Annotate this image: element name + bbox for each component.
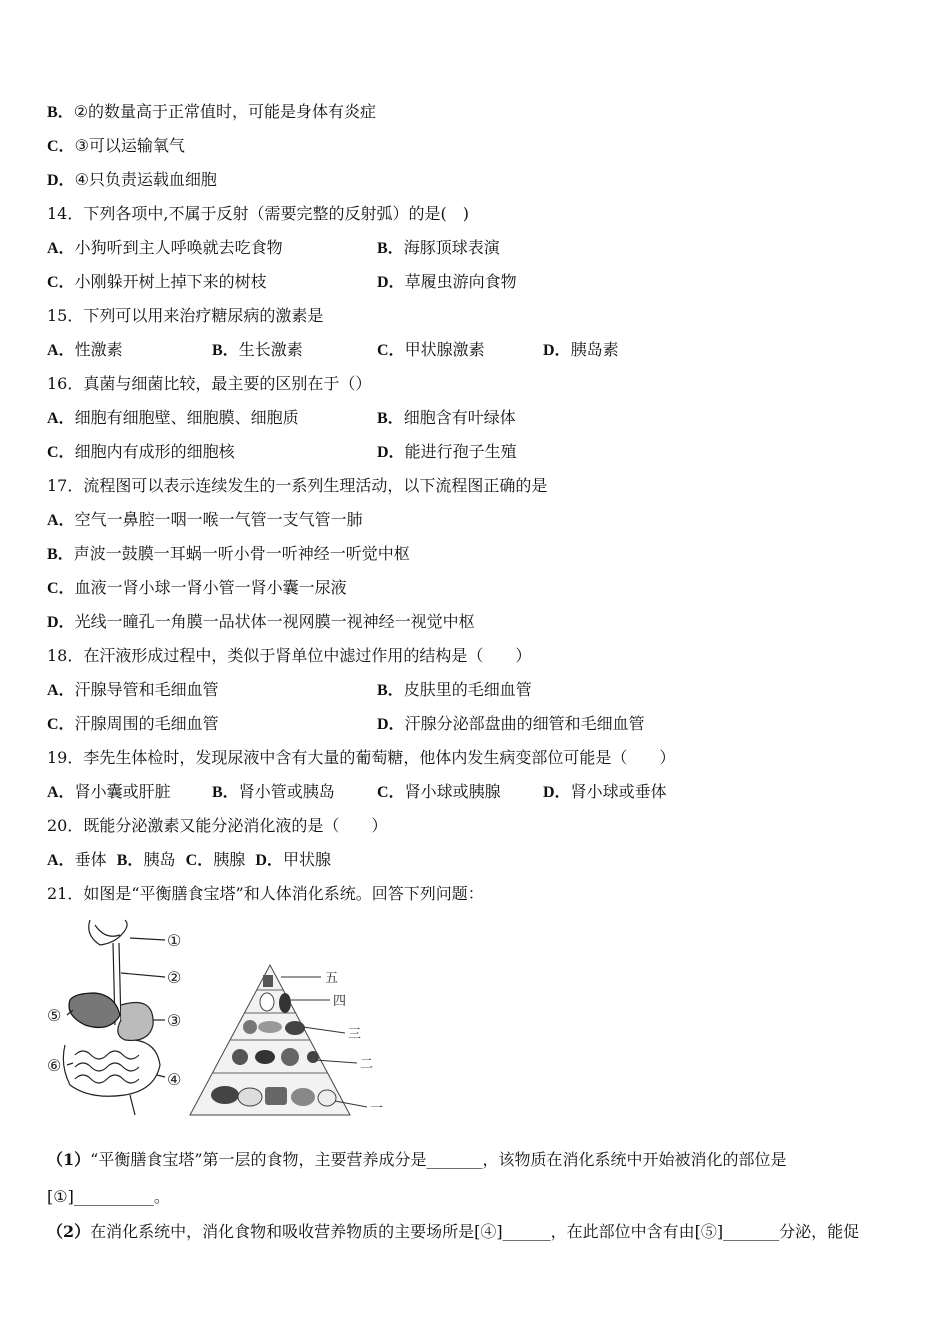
q20-stem: 20．既能分泌激素又能分泌消化液的是（ ）	[47, 816, 388, 835]
q19-option-d	[543, 782, 667, 803]
option-label: B．	[116, 852, 144, 869]
option-text: 性激素	[74, 340, 123, 359]
q15-option-a	[47, 340, 123, 361]
option-label: C．	[47, 580, 75, 597]
option-label: D．	[47, 614, 75, 631]
option-label: A．	[47, 410, 75, 427]
option-label: B．	[47, 546, 74, 563]
option-text: 肾小管或胰岛	[238, 782, 335, 801]
option-label: A．	[47, 784, 75, 801]
option-text: 皮肤里的毛细血管	[403, 680, 532, 699]
pyramid-label: 二	[360, 1057, 374, 1072]
q16-option-a	[47, 408, 299, 429]
option-text: 胰岛素	[570, 340, 619, 359]
part-label: （1）	[47, 1150, 91, 1169]
option-label: B．	[377, 682, 404, 699]
q16-option-d	[377, 442, 517, 463]
option-label: C．	[377, 342, 405, 359]
digestive-label: ②	[167, 968, 182, 987]
option-text: 汗腺导管和毛细血管	[74, 680, 219, 699]
q13-option-c	[47, 136, 185, 157]
option-text: 空气一鼻腔一咽一喉一气管一支气管一肺	[74, 510, 363, 529]
option-label: B．	[377, 240, 404, 257]
option-text: 草履虫游向食物	[404, 272, 517, 291]
option-label: A．	[47, 512, 75, 529]
option-label: C．	[47, 444, 75, 461]
option-text: 海豚顶球表演	[403, 238, 500, 257]
digestive-label: ④	[167, 1070, 182, 1089]
part-label: （2）	[47, 1222, 91, 1241]
option-text: 声波一鼓膜一耳蜗一听小骨一听神经一听觉中枢	[73, 544, 410, 563]
q17-option-b	[47, 544, 410, 565]
q19-option-a	[47, 782, 171, 803]
digestive-system-diagram	[63, 920, 165, 1115]
pyramid-label: 五	[325, 971, 339, 986]
pyramid-label: 三	[348, 1027, 362, 1042]
q16-stem: 16．真菌与细菌比较，最主要的区别在于（）	[47, 374, 372, 393]
digestive-label: ③	[167, 1011, 182, 1030]
option-text: 光线一瞳孔一角膜一品状体一视网膜一视神经一视觉中枢	[74, 612, 475, 631]
q15-stem: 15．下列可以用来治疗糖尿病的激素是	[47, 306, 324, 325]
q18-option-a	[47, 680, 219, 701]
option-text: 小狗听到主人呼唤就去吃食物	[74, 238, 283, 257]
q17-option-d	[47, 612, 475, 633]
option-label: B．	[377, 410, 404, 427]
q17-stem: 17．流程图可以表示连续发生的一系列生理活动，以下流程图正确的是	[47, 476, 548, 495]
q18-option-c	[47, 714, 219, 735]
q19-option-c	[377, 782, 501, 803]
digestive-label: ⑥	[47, 1056, 62, 1075]
option-text: 汗腺分泌部盘曲的细管和毛细血管	[404, 714, 645, 733]
option-text: 细胞有细胞壁、细胞膜、细胞质	[74, 408, 299, 427]
q15-option-c	[377, 340, 485, 361]
option-label: C．	[47, 274, 75, 291]
q14-option-d	[377, 272, 517, 293]
option-label: A．	[47, 342, 75, 359]
option-text: 血液一肾小球一肾小管一肾小囊一尿液	[74, 578, 347, 597]
q13-option-b	[47, 102, 376, 123]
q14-stem: 14．下列各项中,不属于反射（需要完整的反射弧）的是( )	[47, 204, 469, 223]
food-pyramid-diagram	[190, 965, 367, 1115]
q21-stem: 21．如图是“平衡膳食宝塔”和人体消化系统。回答下列问题：	[47, 884, 484, 903]
q15-option-b	[212, 340, 303, 361]
option-text: 生长激素	[238, 340, 303, 359]
q19-option-b	[212, 782, 335, 803]
option-label: D．	[543, 784, 571, 801]
option-text: 肾小囊或肝脏	[74, 782, 171, 801]
pyramid-label: 一	[370, 1101, 384, 1116]
option-text: 胰岛	[143, 850, 176, 869]
option-label: B．	[212, 784, 239, 801]
option-label: A．	[47, 240, 75, 257]
part-text: “平衡膳食宝塔”第一层的食物，主要营养成分是_______，该物质在消化系统中开始被消化的部位是	[90, 1150, 787, 1169]
digestive-label: ①	[167, 931, 182, 950]
option-text: 胰腺	[213, 850, 246, 869]
option-text: 甲状腺激素	[404, 340, 485, 359]
option-label: C．	[47, 138, 75, 155]
q17-option-c	[47, 578, 347, 599]
option-label: A．	[47, 852, 75, 869]
option-label: D．	[377, 274, 405, 291]
q18-stem: 18．在汗液形成过程中，类似于肾单位中滤过作用的结构是（ ）	[47, 646, 532, 665]
option-label: C．	[377, 784, 405, 801]
q21-part2	[47, 1222, 859, 1242]
q21-part1	[47, 1150, 787, 1170]
q18-option-d	[377, 714, 645, 735]
q15-option-d	[543, 340, 619, 361]
pyramid-label: 四	[333, 994, 347, 1009]
q18-option-b	[377, 680, 532, 701]
part-text: 在消化系统中，消化食物和吸收营养物质的主要场所是[④]______，在此部位中含有由[⑤]_______分泌，能促	[90, 1222, 860, 1241]
option-text: ②的数量高于正常值时，可能是身体有炎症	[73, 102, 377, 121]
option-text: 细胞含有叶绿体	[403, 408, 516, 427]
option-label: D．	[543, 342, 571, 359]
q21-part1-cont: [①]__________。	[47, 1187, 170, 1206]
option-text: ③可以运输氧气	[74, 136, 185, 155]
option-text: 细胞内有成形的细胞核	[74, 442, 235, 461]
option-text: 肾小球或垂体	[570, 782, 667, 801]
option-text: 小刚躲开树上掉下来的树枝	[74, 272, 267, 291]
option-label: D．	[377, 716, 405, 733]
option-text: 甲状腺	[282, 850, 331, 869]
option-label: C．	[185, 852, 214, 869]
option-label: A．	[47, 682, 75, 699]
option-label: B．	[47, 104, 74, 121]
option-text: 汗腺周围的毛细血管	[74, 714, 219, 733]
option-label: D．	[255, 852, 283, 869]
q14-option-c	[47, 272, 267, 293]
q16-option-b	[377, 408, 516, 429]
option-label: D．	[377, 444, 405, 461]
option-label: D．	[47, 172, 75, 189]
option-label: C．	[47, 716, 75, 733]
q19-stem: 19．李先生体检时，发现尿液中含有大量的葡萄糖，他体内发生病变部位可能是（ ）	[47, 748, 676, 767]
q13-option-d	[47, 170, 217, 191]
q20-options	[47, 850, 331, 871]
q14-option-b	[377, 238, 500, 259]
q16-option-c	[47, 442, 235, 463]
option-label: B．	[212, 342, 239, 359]
digestive-label: ⑤	[47, 1006, 62, 1025]
option-text: 垂体	[74, 850, 107, 869]
q21-figures	[45, 915, 395, 1125]
q17-option-a	[47, 510, 363, 531]
q14-option-a	[47, 238, 283, 259]
option-text: 能进行孢子生殖	[404, 442, 517, 461]
option-text: 肾小球或胰腺	[404, 782, 501, 801]
option-text: ④只负责运载血细胞	[74, 170, 217, 189]
